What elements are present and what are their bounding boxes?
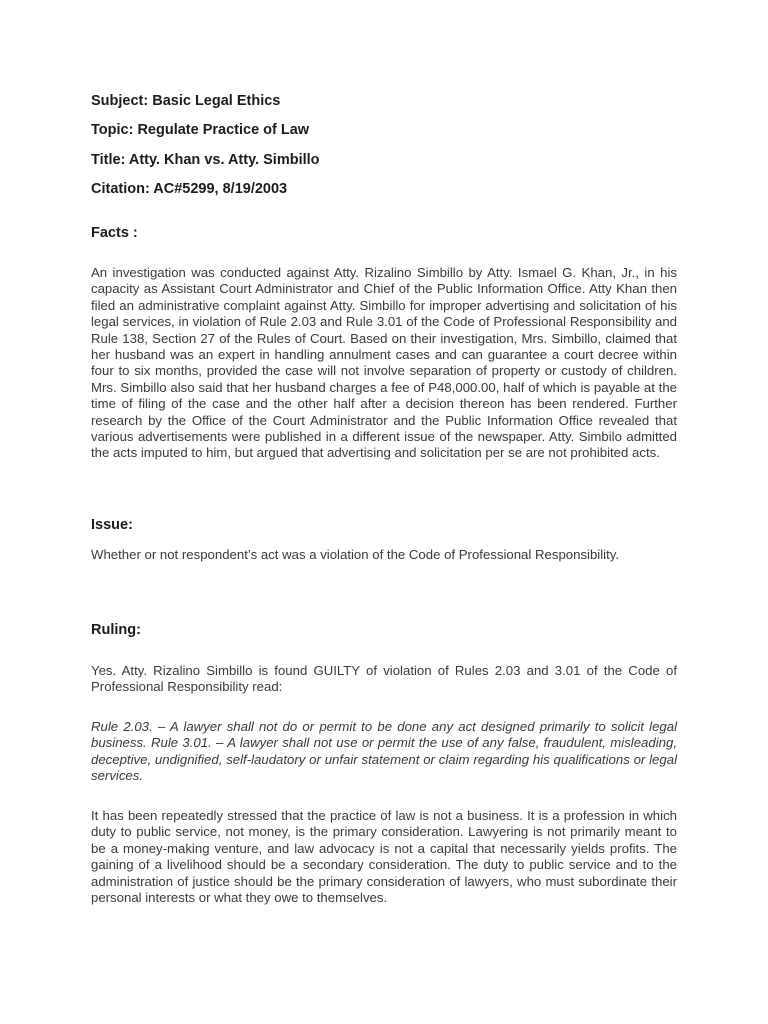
ruling-paragraph: Yes. Atty. Rizalino Simbillo is found GUILTY of violation of Rules 2.03 and 3.01 of the Code of Professional Responsibility read: xyxy=(91,663,677,695)
facts-heading: Facts : xyxy=(91,225,138,241)
issue-paragraph: Whether or not respondent’s act was a violation of the Code of Professional Responsibility. xyxy=(91,547,620,562)
closing-paragraph: It has been repeatedly stressed that the practice of law is not a business. It is a profession in which duty to public service, not money, is the primary consideration. Lawyering is not primarily meant to be a money-making venture, and law advocacy is not a capital that necessarily yields profits. The gaining of a livelihood should be a secondary consideration. The duty to public service and to the administration of justice should be the primary consideration of lawyers, who must subordinate their personal interests or what they owe to themselves. xyxy=(91,808,677,906)
citation-line: Citation: AC#5299, 8/19/2003 xyxy=(91,181,288,197)
rules-quote-paragraph: Rule 2.03. – A lawyer shall not do or permit to be done any act designed primarily to solicit legal business. Rule 3.01. – A lawyer shall not use or permit the use of any false, fraudulent, misleading, deceptive, undignified, self-laudatory or unfair statement or claim regarding his qualifications or legal services. xyxy=(91,719,677,784)
topic-line: Topic: Regulate Practice of Law xyxy=(91,122,310,138)
facts-paragraph: An investigation was conducted against Atty. Rizalino Simbillo by Atty. Ismael G. Khan, Jr., in his capacity as Assistant Court Administrator and Chief of the Public Information Office. Atty Khan then filed an administrative complaint against Atty. Simbillo for improper advertising and solicitation of his legal services, in violation of Rule 2.03 and Rule 3.01 of the Code of Professional Responsibility and Rule 138, Section 27 of the Rules of Court. Based on their investigation, Mrs. Simbillo, claimed that her husband was an expert in handling annulment cases and can guarantee a court decree within four to six months, provided the case will not involve separation of property or custody of children. Mrs. Simbillo also said that her husband charges a fee of P48,000.00, half of which is payable at the time of filing of the case and the other half after a decision thereon has been rendered. Further research by the Office of the Court Administrator and the Public Information Office revealed that various advertisements were published in a different issue of the newspaper. Atty. Simbilo admitted the acts imputed to him, but argued that advertising and solicitation per se are not prohibited acts. xyxy=(91,265,677,461)
subject-line: Subject: Basic Legal Ethics xyxy=(91,93,281,109)
title-line: Title: Atty. Khan vs. Atty. Simbillo xyxy=(91,152,320,168)
ruling-heading: Ruling: xyxy=(91,622,141,638)
issue-heading: Issue: xyxy=(91,517,133,533)
